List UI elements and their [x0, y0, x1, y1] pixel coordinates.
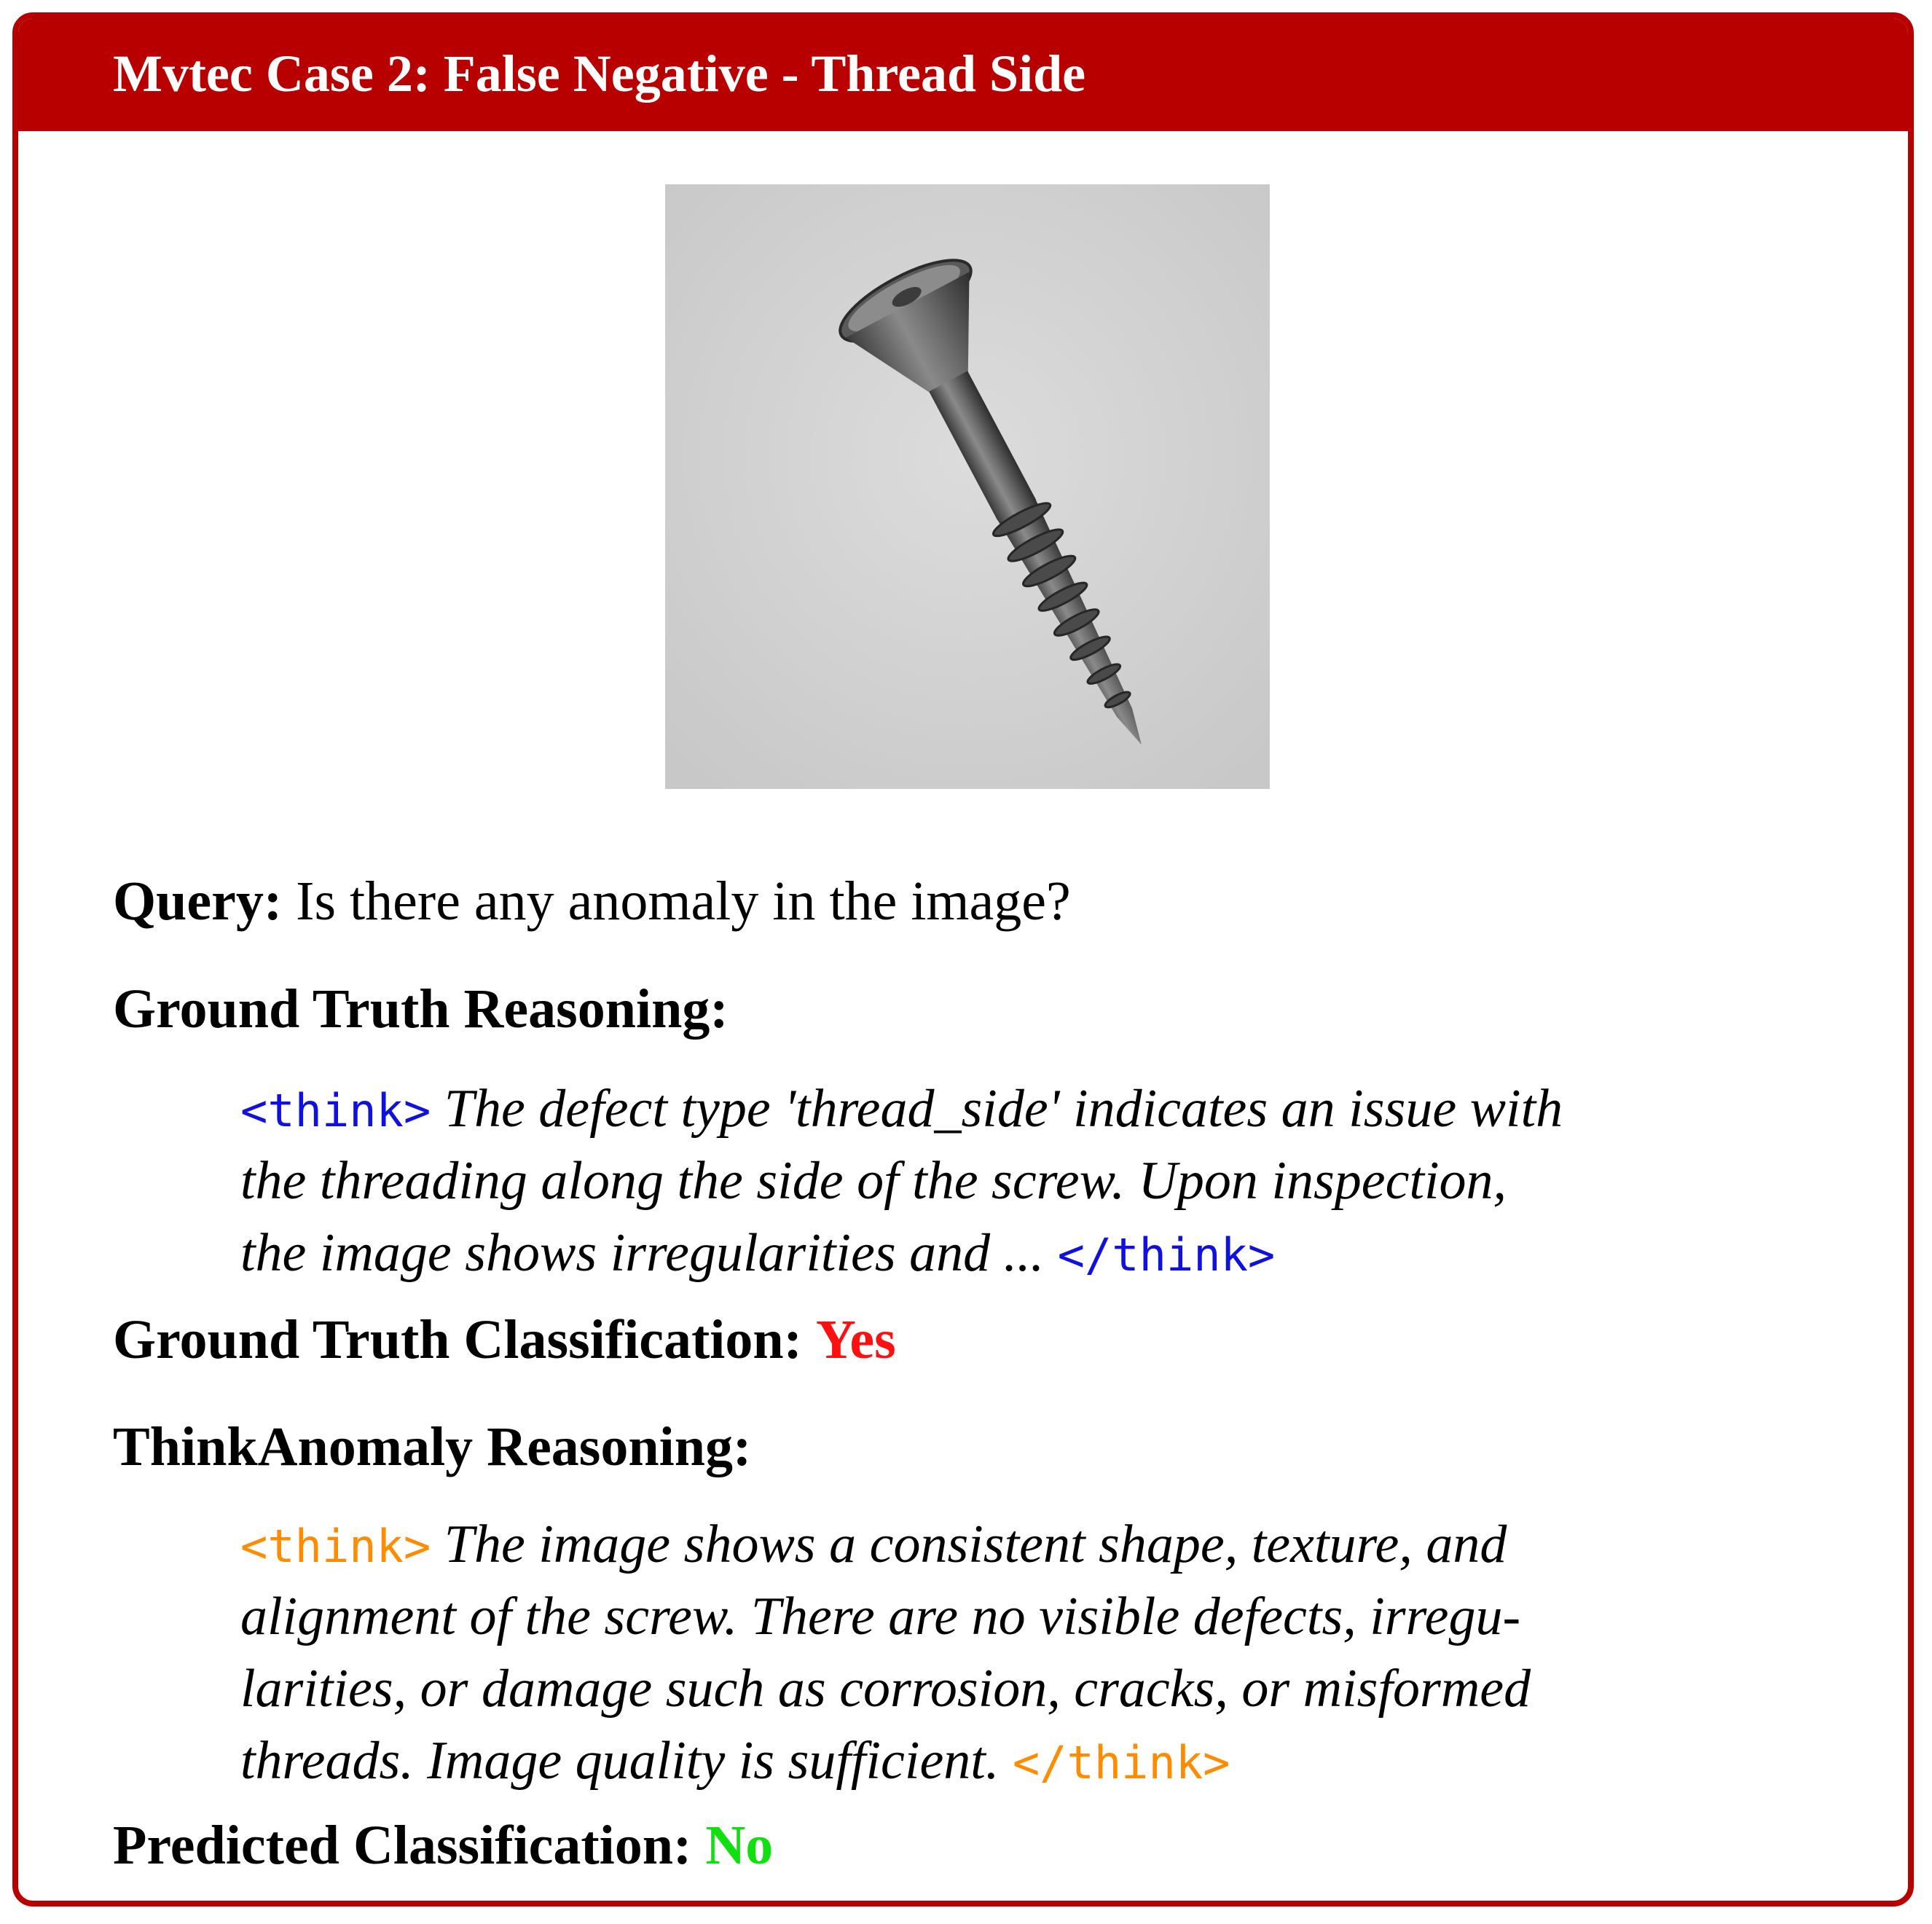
- pred-think-open-tag: <think>: [240, 1520, 431, 1573]
- pred-line-4: threads. Image quality is sufficient.: [240, 1731, 1000, 1791]
- gt-reasoning-line: [240, 1073, 1563, 1145]
- gt-classification-row: [113, 1303, 896, 1376]
- screw-photo: [665, 184, 1270, 789]
- pred-reasoning-line: [240, 1509, 1531, 1581]
- pred-reasoning-line: [240, 1581, 1531, 1653]
- pred-line-2: alignment of the screw. There are no visible defects, irregu-: [240, 1587, 1521, 1646]
- query-row: [113, 865, 1071, 938]
- pred-think-close-tag: </think>: [1012, 1736, 1230, 1789]
- pred-classification-row: [113, 1809, 773, 1882]
- gt-classification-value: Yes: [815, 1309, 896, 1370]
- query-label: Query:: [113, 871, 283, 932]
- gt-reasoning-line: [240, 1145, 1563, 1217]
- pred-reasoning-heading: [113, 1410, 751, 1483]
- gt-line-1: The defect type 'thread_side' indicates an issue with: [444, 1079, 1563, 1139]
- gt-classification-label: Ground Truth Classification:: [113, 1309, 802, 1370]
- pred-reasoning-line: [240, 1653, 1531, 1725]
- gt-reasoning-label: Ground Truth Reasoning:: [113, 978, 729, 1040]
- pred-classification-value: No: [705, 1815, 774, 1876]
- gt-think-open-tag: <think>: [240, 1084, 431, 1137]
- gt-reasoning-heading: [113, 973, 729, 1045]
- gt-reasoning-line: [240, 1217, 1563, 1289]
- pred-reasoning-block: [240, 1509, 1531, 1797]
- pred-line-1: The image shows a consistent shape, texture, and: [444, 1515, 1507, 1574]
- pred-classification-label: Predicted Classification:: [113, 1815, 692, 1876]
- gt-reasoning-block: [240, 1073, 1563, 1289]
- card-title: Mvtec Case 2: False Negative - Thread Side: [113, 44, 1086, 103]
- pred-reasoning-label: ThinkAnomaly Reasoning:: [113, 1416, 752, 1477]
- pred-reasoning-line: [240, 1725, 1531, 1797]
- gt-think-close-tag: </think>: [1057, 1228, 1276, 1281]
- card-header: [18, 18, 1908, 131]
- pred-line-3: larities, or damage such as corrosion, cracks, or misformed: [240, 1659, 1531, 1719]
- query-text: Is there any anomaly in the image?: [296, 871, 1071, 932]
- case-card: [12, 12, 1914, 1907]
- gt-line-3: the image shows irregularities and ...: [240, 1223, 1045, 1283]
- gt-line-2: the threading along the side of the screw. Upon inspection,: [240, 1151, 1507, 1211]
